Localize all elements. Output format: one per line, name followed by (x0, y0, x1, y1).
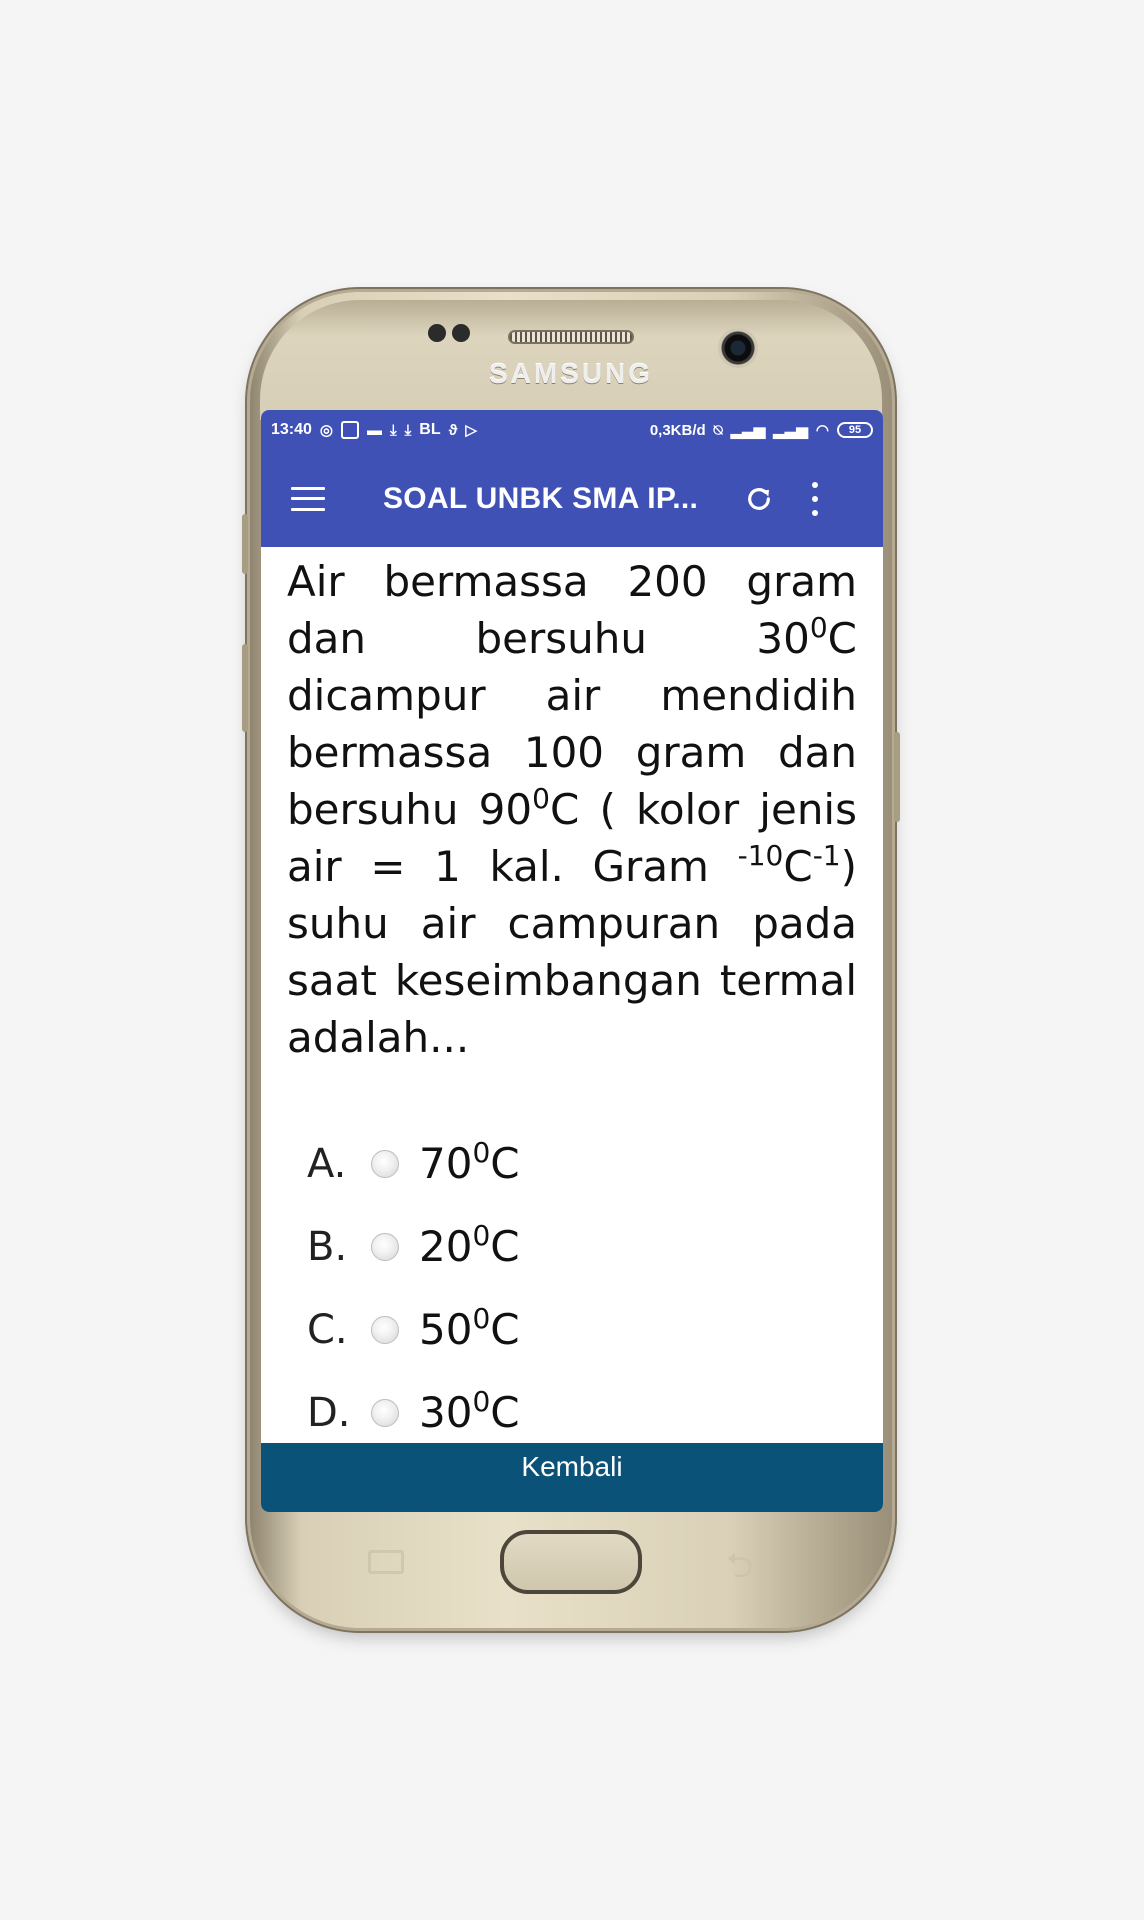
volume-button-2 (242, 644, 248, 732)
refresh-icon[interactable] (741, 481, 777, 517)
download-icon: ⤓ (404, 421, 412, 439)
battery-icon: 95 (837, 422, 873, 438)
app-bar (261, 450, 883, 547)
option-letter: D. (307, 1389, 351, 1436)
mail-icon (341, 421, 359, 439)
alarm-off-icon: ⍉ (713, 421, 723, 439)
whatsapp-icon: ◎ (319, 421, 334, 439)
question-text (287, 553, 857, 1066)
option-b[interactable] (307, 1205, 857, 1288)
question-part: C (783, 842, 813, 891)
option-text: $20^0C$ (419, 1219, 520, 1271)
option-letter: A. (307, 1140, 347, 1187)
status-bar (261, 410, 883, 450)
sensor-dot (452, 324, 470, 342)
back-icon[interactable]: ⮌ (726, 1546, 754, 1586)
brand-logo: SAMSUNG (488, 358, 654, 389)
back-button[interactable]: Kembali (261, 1443, 883, 1512)
screen (261, 410, 883, 1512)
option-text: $70^0C$ (419, 1136, 520, 1188)
answer-options (287, 1122, 857, 1451)
network-speed: 0,3KB/d (649, 421, 706, 439)
option-letter: C. (307, 1306, 348, 1353)
message-icon: ▬ (367, 421, 383, 439)
radio-button[interactable] (371, 1233, 399, 1261)
app-title: SOAL UNBK SMA IP... (383, 481, 699, 515)
vpn-icon: ϑ (448, 421, 458, 439)
recent-apps-icon[interactable] (368, 1550, 404, 1574)
option-d[interactable] (307, 1371, 857, 1451)
home-button[interactable] (500, 1530, 642, 1594)
superscript: -10 (737, 839, 784, 872)
option-a[interactable] (307, 1122, 857, 1205)
volume-button (242, 514, 248, 574)
superscript: -1 (812, 839, 841, 872)
option-letter: B. (307, 1223, 348, 1270)
download-icon: ⤓ (390, 421, 397, 439)
superscript: 0 (809, 611, 828, 644)
question-content (261, 547, 883, 1451)
superscript: 0 (532, 782, 550, 815)
bl-label: BL (419, 421, 441, 438)
radio-button[interactable] (371, 1150, 399, 1178)
power-button (894, 732, 900, 822)
option-c[interactable] (307, 1288, 857, 1371)
earpiece-speaker (508, 330, 634, 344)
radio-button[interactable] (371, 1316, 399, 1344)
question-part: Air bermassa 200 gram dan bersuhu 30 (287, 557, 857, 663)
signal-icon-2: ▂▃▅ (773, 421, 808, 439)
radio-button[interactable] (371, 1399, 399, 1427)
question-part: C ( kolor jenis air = 1 kal. Gram (287, 785, 857, 891)
signal-icon: ▂▃▅ (730, 421, 766, 439)
option-text: $30^0C$ (419, 1385, 520, 1437)
question-part: C dicampur air mendidih bermassa 100 gram dan bersuhu 90 (287, 614, 857, 834)
sensor-dot (428, 324, 446, 342)
play-icon: ▷ (465, 421, 477, 439)
question-part: ) suhu air campuran pada saat keseimbangan termal adalah... (287, 842, 857, 1062)
option-text: $50^0C$ (419, 1302, 520, 1354)
wifi-icon: ◠ (815, 421, 829, 439)
more-vert-icon[interactable] (807, 482, 823, 516)
status-time: 13:40 (271, 421, 312, 438)
hamburger-menu-icon[interactable] (291, 487, 325, 511)
